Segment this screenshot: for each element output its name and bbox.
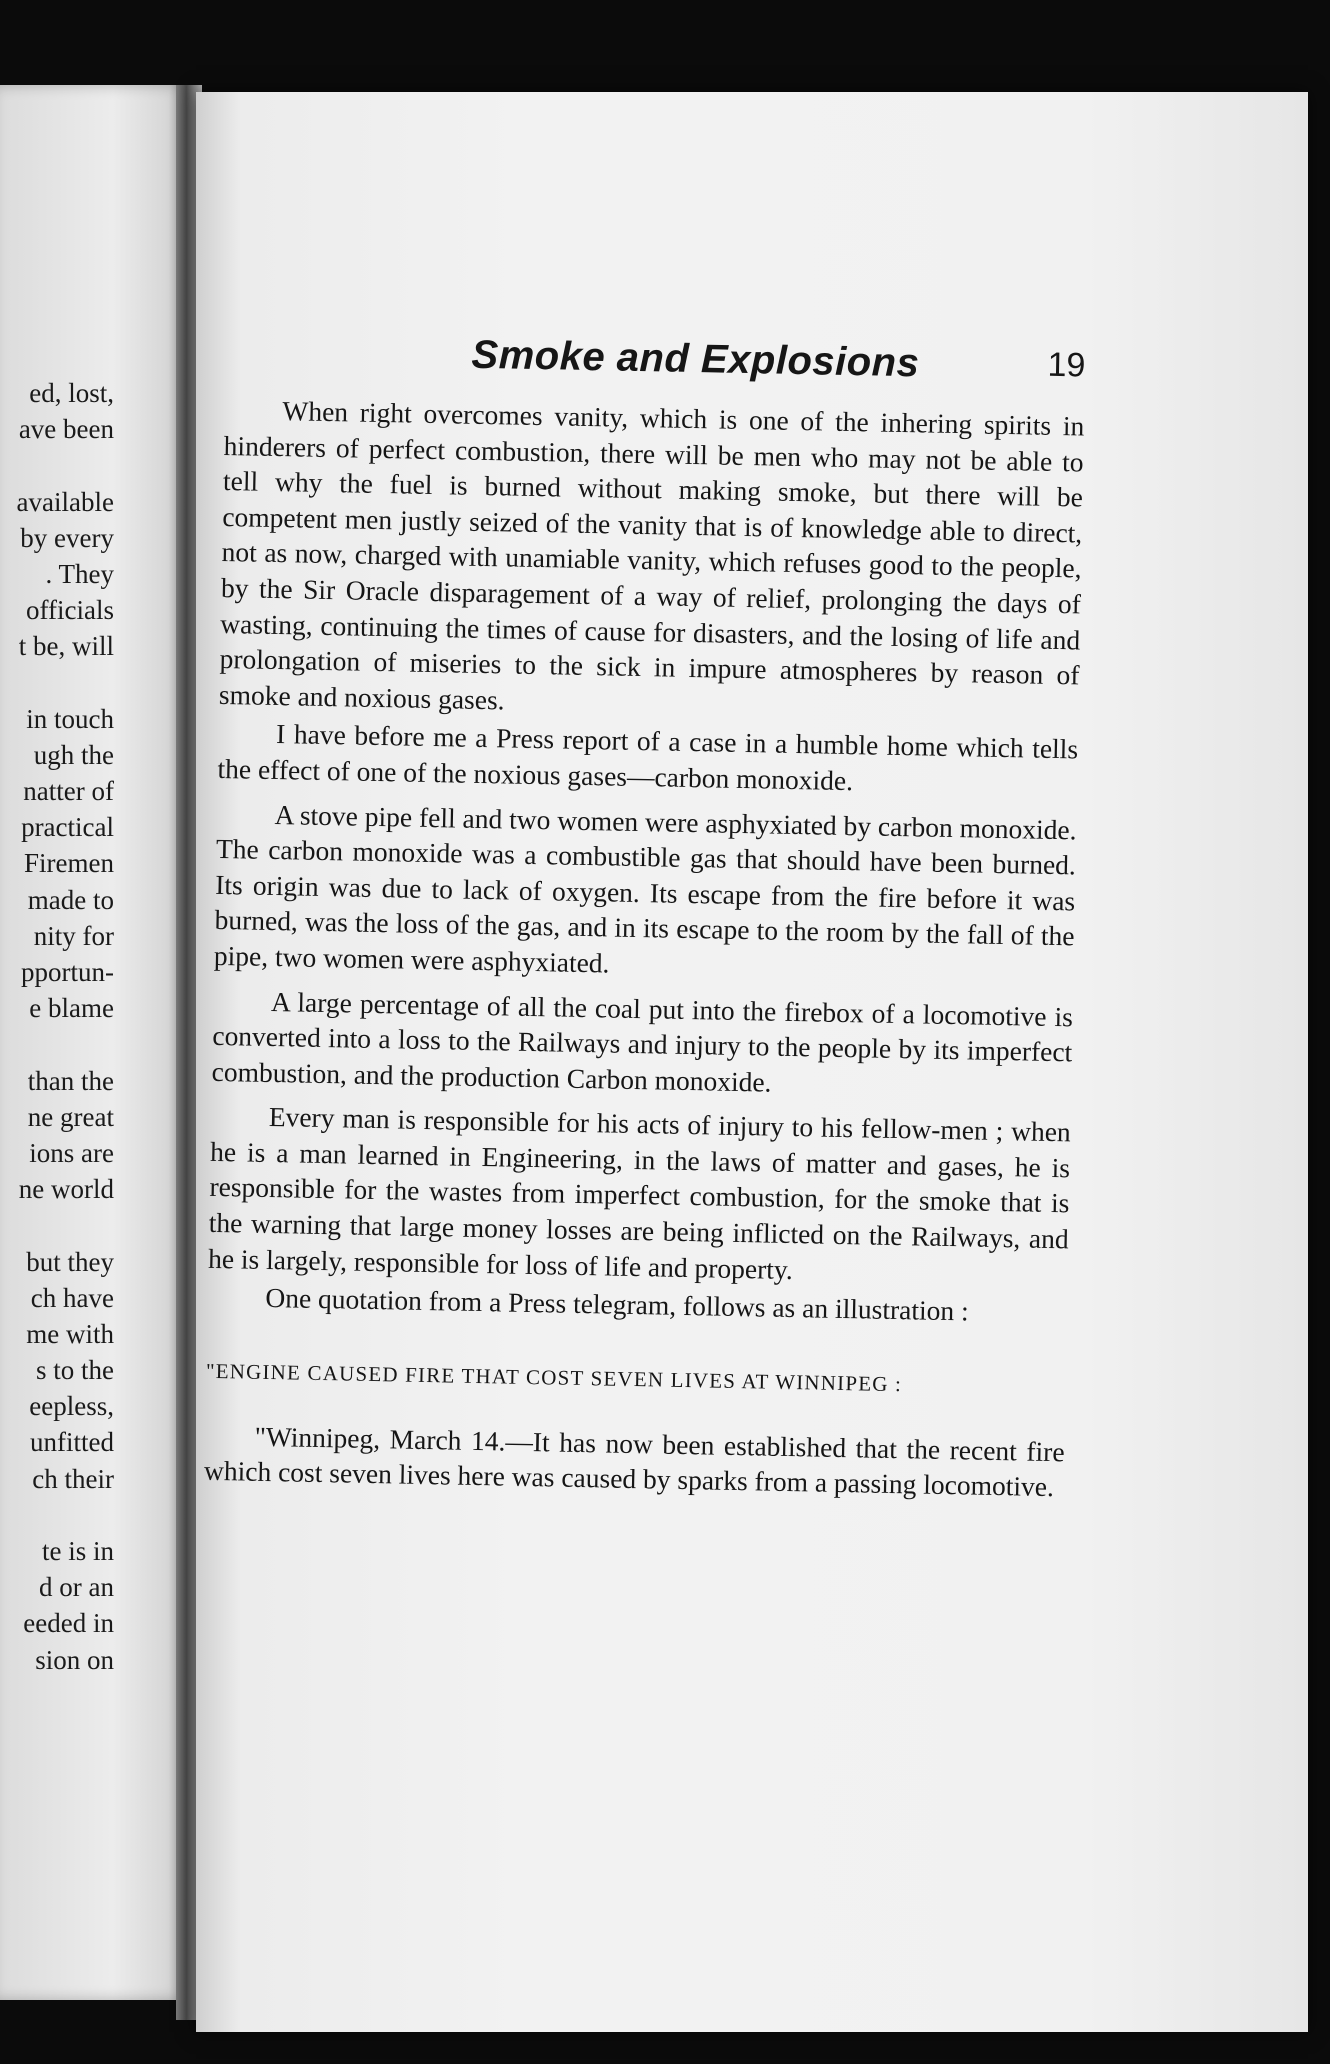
left-fragment-line: sion on bbox=[35, 1644, 114, 1675]
left-fragment-line: e blame bbox=[29, 993, 114, 1024]
left-fragment-line: ch have bbox=[30, 1282, 114, 1313]
left-fragment-line: eeded in bbox=[23, 1608, 114, 1639]
left-fragment-line bbox=[0, 447, 114, 483]
page-number: 19 bbox=[1047, 345, 1086, 385]
left-fragment-line: t be, will bbox=[18, 631, 114, 662]
left-fragment-line: made to bbox=[27, 884, 114, 915]
left-fragment-line: natter of bbox=[23, 776, 114, 807]
left-fragment-line: ne world bbox=[18, 1174, 114, 1205]
left-fragment-line: available bbox=[16, 486, 114, 517]
left-fragment-line bbox=[0, 665, 114, 701]
left-fragment-line: me with bbox=[26, 1318, 114, 1349]
left-fragment-line: s to the bbox=[36, 1355, 114, 1386]
left-fragment-line: te is in bbox=[42, 1536, 114, 1566]
left-fragment-line bbox=[0, 1207, 114, 1243]
running-title: Smoke and Explosions bbox=[471, 332, 920, 386]
left-fragment-line bbox=[0, 1026, 114, 1062]
left-fragment-line: practical bbox=[21, 812, 114, 843]
left-fragment-line: ne great bbox=[27, 1101, 114, 1132]
paragraph: Every man is responsible for his acts of injury to his fellow-men ; when he is a man learned in Engineering, in the laws of matter and gases, he is responsible for the wastes from imperfect combustion, for the smoke that is the warning that large money losses are being inflicted on the Railways, and he is largely, responsible for loss of life and property. bbox=[207, 1101, 1072, 1285]
left-fragment-line: Firemen bbox=[24, 848, 114, 879]
left-fragment-line: pportun- bbox=[21, 957, 114, 987]
left-fragment-line: ave been bbox=[18, 414, 114, 445]
paragraph: A stove pipe fell and two women were asphyxiated by carbon monoxide. The carbon monoxide was a combustible gas that should have been burned. Its origin was due to lack of oxygen. Its escape from the fire before it was burned, was the loss of the gas, and in its escape to the room by the fall of the pipe, two women were asphyxiated. bbox=[213, 798, 1077, 979]
left-fragment-line: d or an bbox=[39, 1572, 114, 1603]
left-fragment-line: ch their bbox=[32, 1463, 114, 1494]
left-fragment-line: in touch bbox=[26, 703, 114, 734]
left-page-text-fragments bbox=[0, 375, 114, 1678]
telegram-heading: "ENGINE CAUSED FIRE THAT COST SEVEN LIVES AT WINNIPEG : bbox=[205, 1358, 903, 1397]
page-text-block bbox=[204, 328, 1086, 1505]
paragraph: One quotation from a Press telegram, follows as an illustration : bbox=[265, 1282, 969, 1327]
left-fragment-line: ugh the bbox=[33, 739, 114, 770]
left-fragment-line: . They bbox=[45, 558, 114, 589]
left-fragment-line: nity for bbox=[33, 920, 114, 951]
left-fragment-line: by every bbox=[20, 522, 114, 553]
paragraph: When right overcomes vanity, which is one of the inhering spirits in hinderers of perfect combustion, there will be men who may not be able to tell why the fuel is burned without making smoke, but there will be competent men justly seized of the vanity that is of knowledge able to direct, not as now, charged with unamiable vanity, which refuses good to the people, by the Sir Oracle disparagement of a way of relief, prolonging the days of wasting, continuing the times of cause for disasters, and the losing of life and prolongation of miseries to the sick in impure atmospheres by reason of smoke and noxious gases. bbox=[218, 395, 1085, 716]
left-fragment-line: but they bbox=[26, 1246, 114, 1277]
left-facing-page bbox=[0, 85, 188, 2000]
left-fragment-line: than the bbox=[27, 1065, 114, 1096]
left-fragment-line: officials bbox=[26, 595, 114, 626]
paragraph: I have before me a Press report of a case in a humble home which tells the effect of one of the noxious gases—carbon monoxide. bbox=[217, 718, 1079, 797]
left-fragment-line: ions are bbox=[29, 1137, 114, 1168]
left-fragment-line bbox=[0, 1497, 114, 1533]
left-fragment-line: unfitted bbox=[30, 1427, 114, 1458]
telegram-body: "Winnipeg, March 14.—It has now been established that the recent fire which cost seven lives here was caused by sparks from a passing locomotive. bbox=[203, 1420, 1065, 1503]
paragraph: A large percentage of all the coal put into the firebox of a locomotive is converted into a loss to the Railways and injury to the people by its imperfect combustion, and the production Carbon monoxide. bbox=[211, 985, 1074, 1098]
left-fragment-line: eepless, bbox=[29, 1391, 114, 1422]
left-fragment-line: ed, lost, bbox=[29, 378, 114, 408]
